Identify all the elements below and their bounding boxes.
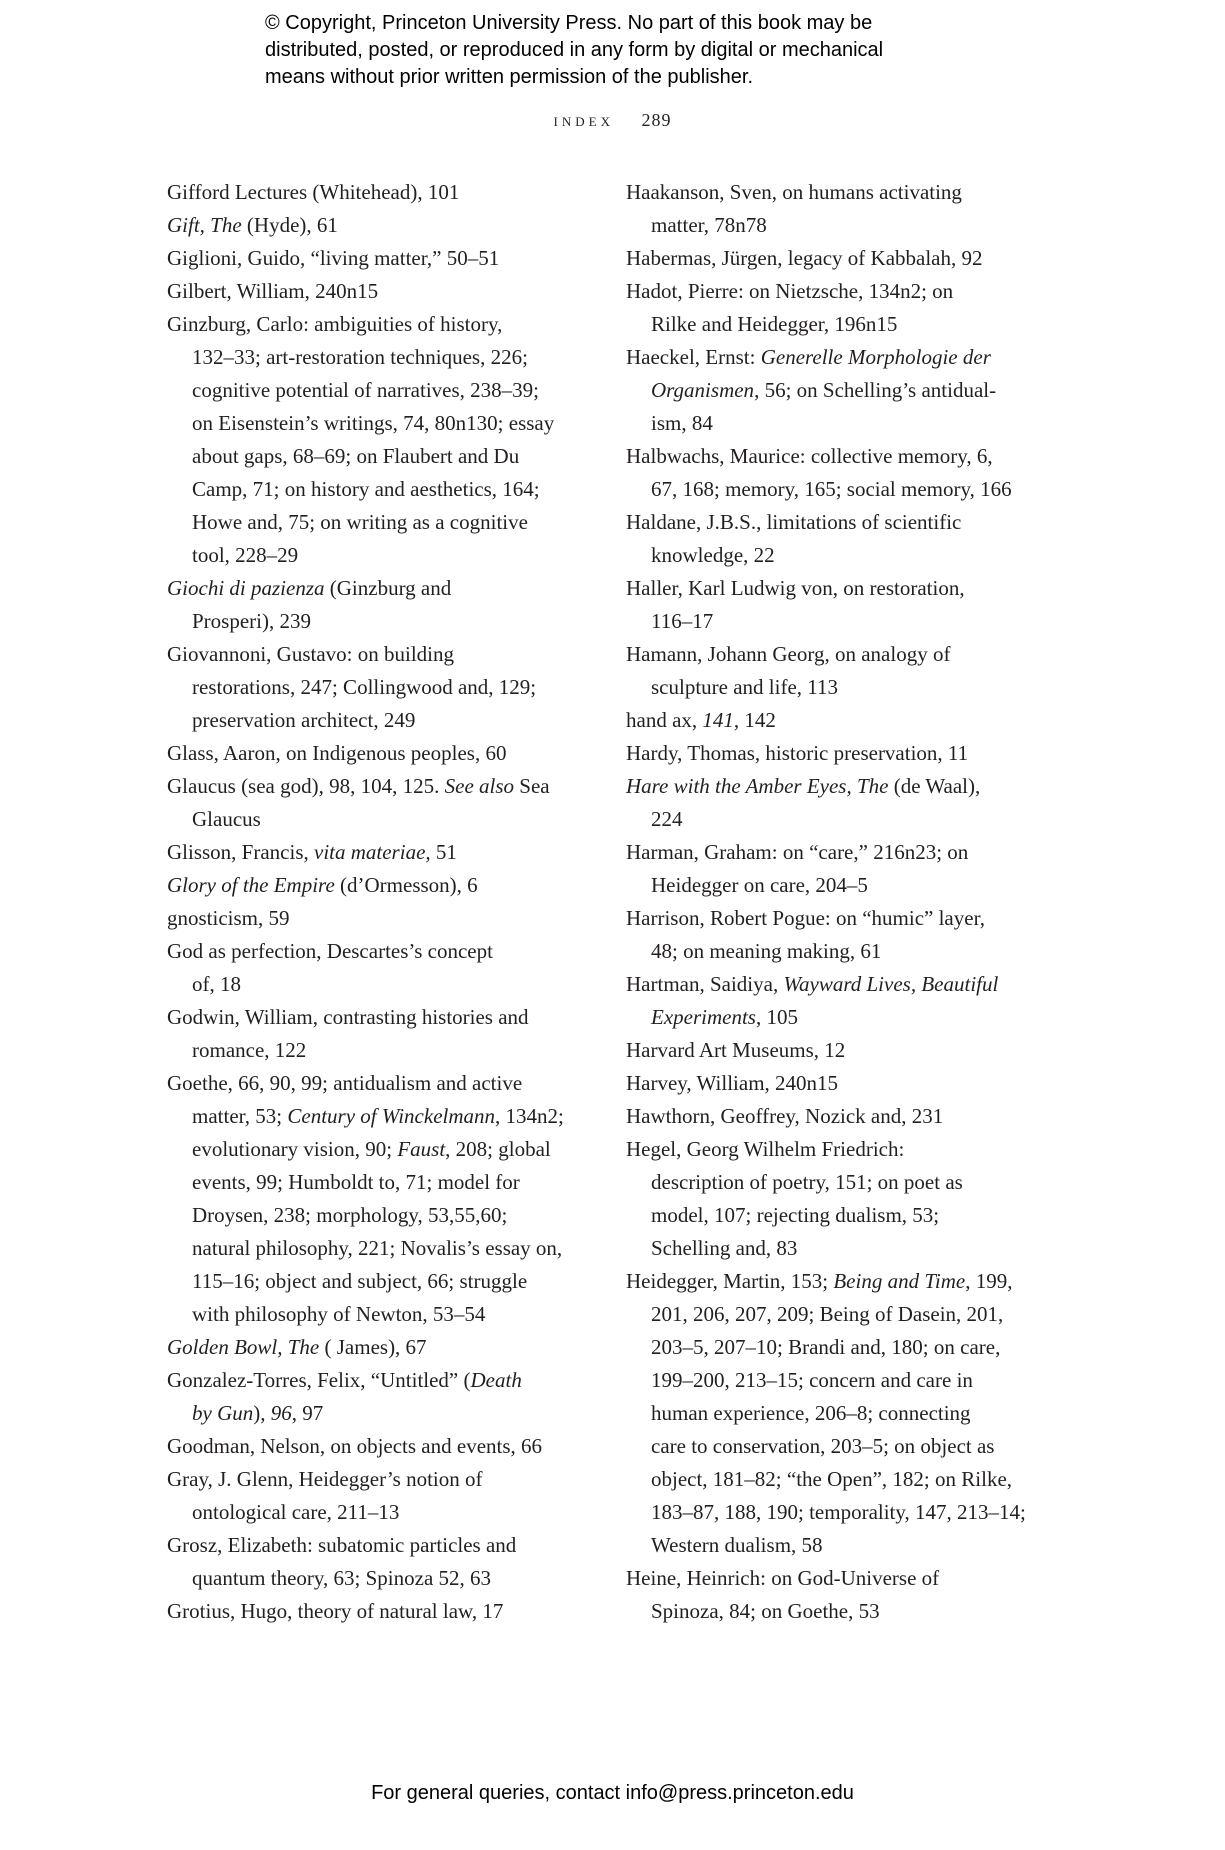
- index-entry: [167, 836, 564, 869]
- index-entry: [167, 1067, 564, 1331]
- entry-text: Western dualism, 58: [651, 1533, 823, 1557]
- entry-italic-title: Being and Time: [833, 1269, 966, 1293]
- index-headline: [626, 1133, 1026, 1166]
- index-subline: [167, 704, 564, 737]
- entry-text: Gonzalez-Torres, Felix, “Untitled” (: [167, 1368, 471, 1392]
- entry-text: , 97: [291, 1401, 324, 1425]
- index-subline: [167, 605, 564, 638]
- index-headline: [167, 902, 564, 935]
- entry-italic-title: Generelle Morphologie der: [760, 345, 991, 369]
- index-entry: [167, 1529, 564, 1595]
- footer-contact: For general queries, contact info@press.princeton.edu: [371, 1782, 854, 1804]
- index-headline: [626, 902, 1026, 935]
- entry-text: description of poetry, 151; on poet as: [651, 1170, 963, 1194]
- entry-text: (Ginzburg and: [324, 576, 452, 600]
- running-head: [0, 110, 1225, 131]
- index-headline: [167, 1067, 564, 1100]
- index-subline: [626, 1001, 1026, 1034]
- entry-text: , 208; global: [445, 1137, 551, 1161]
- index-entry: [167, 638, 564, 737]
- index-entry: [626, 506, 1026, 572]
- entry-text: 224: [651, 807, 683, 831]
- entry-text: Hadot, Pierre: on Nietzsche, 134n2; on: [626, 279, 954, 303]
- index-subline: [626, 935, 1026, 968]
- entry-text: Gilbert, William, 240n15: [167, 279, 379, 303]
- entry-text: Harvey, William, 240n15: [626, 1071, 839, 1095]
- entry-text: about gaps, 68–69; on Flaubert and Du: [192, 444, 520, 468]
- index-subline: [167, 1199, 564, 1232]
- entry-text: sculpture and life, 113: [651, 675, 839, 699]
- entry-text: Harrison, Robert Pogue: on “humic” layer,: [626, 906, 985, 930]
- entry-text: model, 107; rejecting dualism, 53;: [651, 1203, 940, 1227]
- entry-text: Glaucus: [192, 807, 261, 831]
- entry-text: Hardy, Thomas, historic preservation, 11: [626, 741, 969, 765]
- index-entry: [626, 638, 1026, 704]
- entry-italic-title: Golden Bowl, The: [167, 1335, 320, 1359]
- index-headline: [626, 440, 1026, 473]
- entry-text: Hamann, Johann Georg, on analogy of: [626, 642, 951, 666]
- index-entry: [626, 737, 1026, 770]
- entry-text: preservation architect, 249: [192, 708, 416, 732]
- entry-text: (Hyde), 61: [241, 213, 338, 237]
- page-number: 289: [641, 110, 672, 130]
- entry-text: Giglioni, Guido, “living matter,” 50–51: [167, 246, 500, 270]
- entry-italic-title: Century of Winckelmann: [287, 1104, 496, 1128]
- index-entry: [626, 275, 1026, 341]
- index-subline: [167, 968, 564, 1001]
- index-entry: [626, 440, 1026, 506]
- index-headline: [167, 1463, 564, 1496]
- entry-italic-title: Gift, The: [167, 213, 242, 237]
- index-headline: [626, 275, 1026, 308]
- index-headline: [167, 770, 564, 803]
- index-subline: [626, 671, 1026, 704]
- index-entry: [626, 1562, 1026, 1628]
- index-headline: [167, 1430, 564, 1463]
- index-headline: [167, 1001, 564, 1034]
- index-headline: [167, 275, 564, 308]
- entry-text: evolutionary vision, 90;: [192, 1137, 398, 1161]
- entry-text: human experience, 206–8; connecting: [651, 1401, 971, 1425]
- section-label: index: [553, 110, 614, 130]
- entry-italic-title: vita materiae,: [314, 840, 431, 864]
- index-entry: [167, 1331, 564, 1364]
- index-entry: [167, 242, 564, 275]
- entry-text: 132–33; art-restoration techniques, 226;: [192, 345, 528, 369]
- index-subline: [626, 1496, 1026, 1529]
- entry-text: , 56; on Schelling’s antidual-: [754, 378, 997, 402]
- index-subline: [626, 869, 1026, 902]
- entry-text: 67, 168; memory, 165; social memory, 166: [651, 477, 1012, 501]
- entry-text: Droysen, 238; morphology, 53,55,60;: [192, 1203, 508, 1227]
- copyright-line: © Copyright, Princeton University Press. No part of this book may be: [265, 12, 873, 34]
- index-entry: [167, 176, 564, 209]
- entry-italic-title: Wayward Lives, Beautiful: [783, 972, 999, 996]
- copyright-notice: [265, 10, 883, 91]
- index-entry: [626, 770, 1026, 836]
- index-subline: [167, 374, 564, 407]
- entry-text: restorations, 247; Collingwood and, 129;: [192, 675, 537, 699]
- entry-text: Glaucus (sea god), 98, 104, 125.: [167, 774, 445, 798]
- entry-text: matter, 53;: [192, 1104, 288, 1128]
- entry-text: Camp, 71; on history and aesthetics, 164;: [192, 477, 540, 501]
- entry-text: , 105: [755, 1005, 798, 1029]
- index-headline: [626, 176, 1026, 209]
- index-entry: [167, 1463, 564, 1529]
- index-headline: [626, 737, 1026, 770]
- index-headline: [167, 209, 564, 242]
- index-subline: [626, 209, 1026, 242]
- entry-text: quantum theory, 63; Spinoza 52, 63: [192, 1566, 492, 1590]
- index-headline: [167, 572, 564, 605]
- index-subline: [167, 1562, 564, 1595]
- entry-text: cognitive potential of narratives, 238–39;: [192, 378, 539, 402]
- index-entry: [167, 869, 564, 902]
- index-headline: [626, 638, 1026, 671]
- index-subline: [626, 1298, 1026, 1331]
- entry-text: , 199,: [965, 1269, 1013, 1293]
- index-headline: [626, 506, 1026, 539]
- index-subline: [167, 671, 564, 704]
- index-headline: [626, 1100, 1026, 1133]
- index-entry: [167, 935, 564, 1001]
- index-entry: [167, 275, 564, 308]
- index-headline: [167, 308, 564, 341]
- entry-italic-title: Death: [470, 1368, 522, 1392]
- index-subline: [626, 1232, 1026, 1265]
- entry-text: Gray, J. Glenn, Heidegger’s notion of: [167, 1467, 483, 1491]
- entry-text: Heidegger, Martin, 153;: [626, 1269, 834, 1293]
- index-headline: [167, 935, 564, 968]
- index-subline: [167, 1265, 564, 1298]
- entry-text: Schelling and, 83: [651, 1236, 798, 1260]
- entry-text: Grotius, Hugo, theory of natural law, 17: [167, 1599, 504, 1623]
- index-subline: [626, 1166, 1026, 1199]
- index-headline: [626, 704, 1026, 737]
- entry-italic-title: Experiments: [651, 1005, 756, 1029]
- index-subline: [167, 506, 564, 539]
- entry-text: 199–200, 213–15; concern and care in: [651, 1368, 973, 1392]
- index-subline: [626, 803, 1026, 836]
- entry-text: ( James), 67: [319, 1335, 427, 1359]
- entry-text: 116–17: [651, 609, 714, 633]
- index-subline: [167, 803, 564, 836]
- index-subline: [626, 308, 1026, 341]
- index-subline: [626, 1199, 1026, 1232]
- entry-italic-title: 96: [270, 1401, 292, 1425]
- index-headline: [626, 1067, 1026, 1100]
- entry-text: ism, 84: [651, 411, 713, 435]
- entry-italic-title: Organismen: [651, 378, 755, 402]
- entry-text: Howe and, 75; on writing as a cognitive: [192, 510, 528, 534]
- index-headline: [167, 737, 564, 770]
- entry-text: Haller, Karl Ludwig von, on restoration,: [626, 576, 965, 600]
- entry-text: Glass, Aaron, on Indigenous peoples, 60: [167, 741, 507, 765]
- entry-text: Grosz, Elizabeth: subatomic particles and: [167, 1533, 517, 1557]
- entry-text: gnosticism, 59: [167, 906, 290, 930]
- entry-italic-title: by Gun: [192, 1401, 254, 1425]
- entry-text: 48; on meaning making, 61: [651, 939, 882, 963]
- index-subline: [626, 1364, 1026, 1397]
- index-subline: [167, 539, 564, 572]
- index-subline: [626, 407, 1026, 440]
- copyright-line: distributed, posted, or reproduced in any form by digital or mechanical: [265, 39, 884, 61]
- entry-text: object, 181–82; “the Open”, 182; on Rilke,: [651, 1467, 1013, 1491]
- entry-text: Goethe, 66, 90, 99; antidualism and active: [167, 1071, 523, 1095]
- index-entry: [626, 341, 1026, 440]
- index-headline: [167, 638, 564, 671]
- entry-italic-title: See also: [444, 774, 515, 798]
- index-entry: [167, 770, 564, 836]
- index-headline: [626, 770, 1026, 803]
- index-headline: [167, 242, 564, 275]
- index-entry: [626, 902, 1026, 968]
- entry-text: (de Waal),: [888, 774, 981, 798]
- index-headline: [626, 242, 1026, 275]
- entry-text: Prosperi), 239: [192, 609, 311, 633]
- index-subline: [167, 440, 564, 473]
- index-headline: [626, 572, 1026, 605]
- index-subline: [167, 407, 564, 440]
- entry-text: 201, 206, 207, 209; Being of Dasein, 201,: [651, 1302, 1004, 1326]
- index-entry: [167, 902, 564, 935]
- index-subline: [167, 1100, 564, 1133]
- index-subline: [167, 1232, 564, 1265]
- entry-text: God as perfection, Descartes’s concept: [167, 939, 493, 963]
- index-subline: [626, 1595, 1026, 1628]
- entry-text: Heidegger on care, 204–5: [651, 873, 868, 897]
- index-subline: [626, 473, 1026, 506]
- entry-italic-title: 141: [702, 708, 734, 732]
- entry-text: Ginzburg, Carlo: ambiguities of history,: [167, 312, 503, 336]
- entry-text: hand ax,: [626, 708, 703, 732]
- entry-text: Hegel, Georg Wilhelm Friedrich:: [626, 1137, 905, 1161]
- index-headline: [626, 1562, 1026, 1595]
- entry-text: Glisson, Francis,: [167, 840, 314, 864]
- index-headline: [167, 1595, 564, 1628]
- index-entry: [626, 176, 1026, 242]
- entry-text: Haakanson, Sven, on humans activating: [626, 180, 962, 204]
- index-entry: [167, 572, 564, 638]
- entry-text: Harvard Art Museums, 12: [626, 1038, 846, 1062]
- index-subline: [626, 1397, 1026, 1430]
- entry-text: , 142: [733, 708, 776, 732]
- index-headline: [167, 1529, 564, 1562]
- entry-italic-title: Faust: [397, 1137, 446, 1161]
- entry-text: on Eisenstein’s writings, 74, 80n130; essay: [192, 411, 555, 435]
- entry-italic-title: Glory of the Empire: [167, 873, 335, 897]
- entry-text: Harman, Graham: on “care,” 216n23; on: [626, 840, 969, 864]
- entry-text: romance, 122: [192, 1038, 307, 1062]
- entry-text: Gifford Lectures (Whitehead), 101: [167, 180, 460, 204]
- index-subline: [626, 1463, 1026, 1496]
- entry-text: care to conservation, 203–5; on object as: [651, 1434, 995, 1458]
- entry-text: knowledge, 22: [651, 543, 775, 567]
- index-subline: [626, 374, 1026, 407]
- index-entry: [626, 704, 1026, 737]
- index-headline: [167, 176, 564, 209]
- entry-text: Halbwachs, Maurice: collective memory, 6,: [626, 444, 993, 468]
- index-subline: [167, 341, 564, 374]
- index-column-right: [626, 176, 1026, 1628]
- index-subline: [626, 1529, 1026, 1562]
- index-entry: [167, 1430, 564, 1463]
- entry-text: Heine, Heinrich: on God-Universe of: [626, 1566, 940, 1590]
- index-subline: [626, 1331, 1026, 1364]
- entry-italic-title: Giochi di pazienza: [167, 576, 325, 600]
- index-entry: [167, 737, 564, 770]
- index-entry: [626, 1265, 1026, 1562]
- index-headline: [167, 1331, 564, 1364]
- entry-text: Haldane, J.B.S., limitations of scientific: [626, 510, 962, 534]
- entry-text: Rilke and Heidegger, 196n15: [651, 312, 898, 336]
- entry-text: Hartman, Saidiya,: [626, 972, 784, 996]
- index-headline: [626, 341, 1026, 374]
- entry-text: tool, 228–29: [192, 543, 299, 567]
- index-entry: [626, 572, 1026, 638]
- index-entry: [626, 1067, 1026, 1100]
- index-headline: [626, 1265, 1026, 1298]
- index-subline: [626, 539, 1026, 572]
- index-headline: [167, 836, 564, 869]
- entry-text: 183–87, 188, 190; temporality, 147, 213–14;: [651, 1500, 1026, 1524]
- entry-text: ontological care, 211–13: [192, 1500, 400, 1524]
- copyright-line: means without prior written permission of the publisher.: [265, 66, 754, 88]
- index-subline: [167, 1133, 564, 1166]
- entry-text: events, 99; Humboldt to, 71; model for: [192, 1170, 520, 1194]
- index-entry: [167, 209, 564, 242]
- index-entry: [626, 968, 1026, 1034]
- entry-text: of, 18: [192, 972, 241, 996]
- index-subline: [626, 1430, 1026, 1463]
- index-headline: [626, 1034, 1026, 1067]
- index-subline: [167, 1298, 564, 1331]
- index-subline: [167, 1166, 564, 1199]
- entry-text: Godwin, William, contrasting histories and: [167, 1005, 529, 1029]
- entry-text: (d’Ormesson), 6: [334, 873, 478, 897]
- entry-text: Spinoza, 84; on Goethe, 53: [651, 1599, 880, 1623]
- entry-text: Hawthorn, Geoffrey, Nozick and, 231: [626, 1104, 944, 1128]
- index-subline: [167, 1397, 564, 1430]
- index-subline: [626, 605, 1026, 638]
- index-entry: [626, 1034, 1026, 1067]
- entry-text: , 134n2;: [495, 1104, 564, 1128]
- entry-text: Sea: [514, 774, 550, 798]
- index-headline: [626, 968, 1026, 1001]
- entry-text: Giovannoni, Gustavo: on building: [167, 642, 454, 666]
- index-entry: [626, 1100, 1026, 1133]
- entry-text: matter, 78n78: [651, 213, 767, 237]
- index-entry: [167, 308, 564, 572]
- index-entry: [626, 1133, 1026, 1265]
- entry-text: Haeckel, Ernst:: [626, 345, 761, 369]
- entry-text: 203–5, 207–10; Brandi and, 180; on care,: [651, 1335, 1001, 1359]
- entry-text: with philosophy of Newton, 53–54: [192, 1302, 486, 1326]
- index-subline: [167, 1034, 564, 1067]
- entry-text: natural philosophy, 221; Novalis’s essay on,: [192, 1236, 563, 1260]
- index-headline: [167, 1364, 564, 1397]
- index-column-left: [167, 176, 564, 1628]
- index-headline: [626, 836, 1026, 869]
- index-subline: [167, 1496, 564, 1529]
- index-subline: [167, 473, 564, 506]
- entry-text: Goodman, Nelson, on objects and events, 66: [167, 1434, 543, 1458]
- entry-text: ),: [253, 1401, 271, 1425]
- entry-text: 51: [430, 840, 457, 864]
- index-entry: [626, 242, 1026, 275]
- entry-text: Habermas, Jürgen, legacy of Kabbalah, 92: [626, 246, 983, 270]
- index-headline: [167, 869, 564, 902]
- index-entry: [167, 1595, 564, 1628]
- index-entry: [626, 836, 1026, 902]
- entry-text: 115–16; object and subject, 66; struggle: [192, 1269, 528, 1293]
- entry-italic-title: Hare with the Amber Eyes, The: [626, 774, 889, 798]
- index-entry: [167, 1364, 564, 1430]
- index-entry: [167, 1001, 564, 1067]
